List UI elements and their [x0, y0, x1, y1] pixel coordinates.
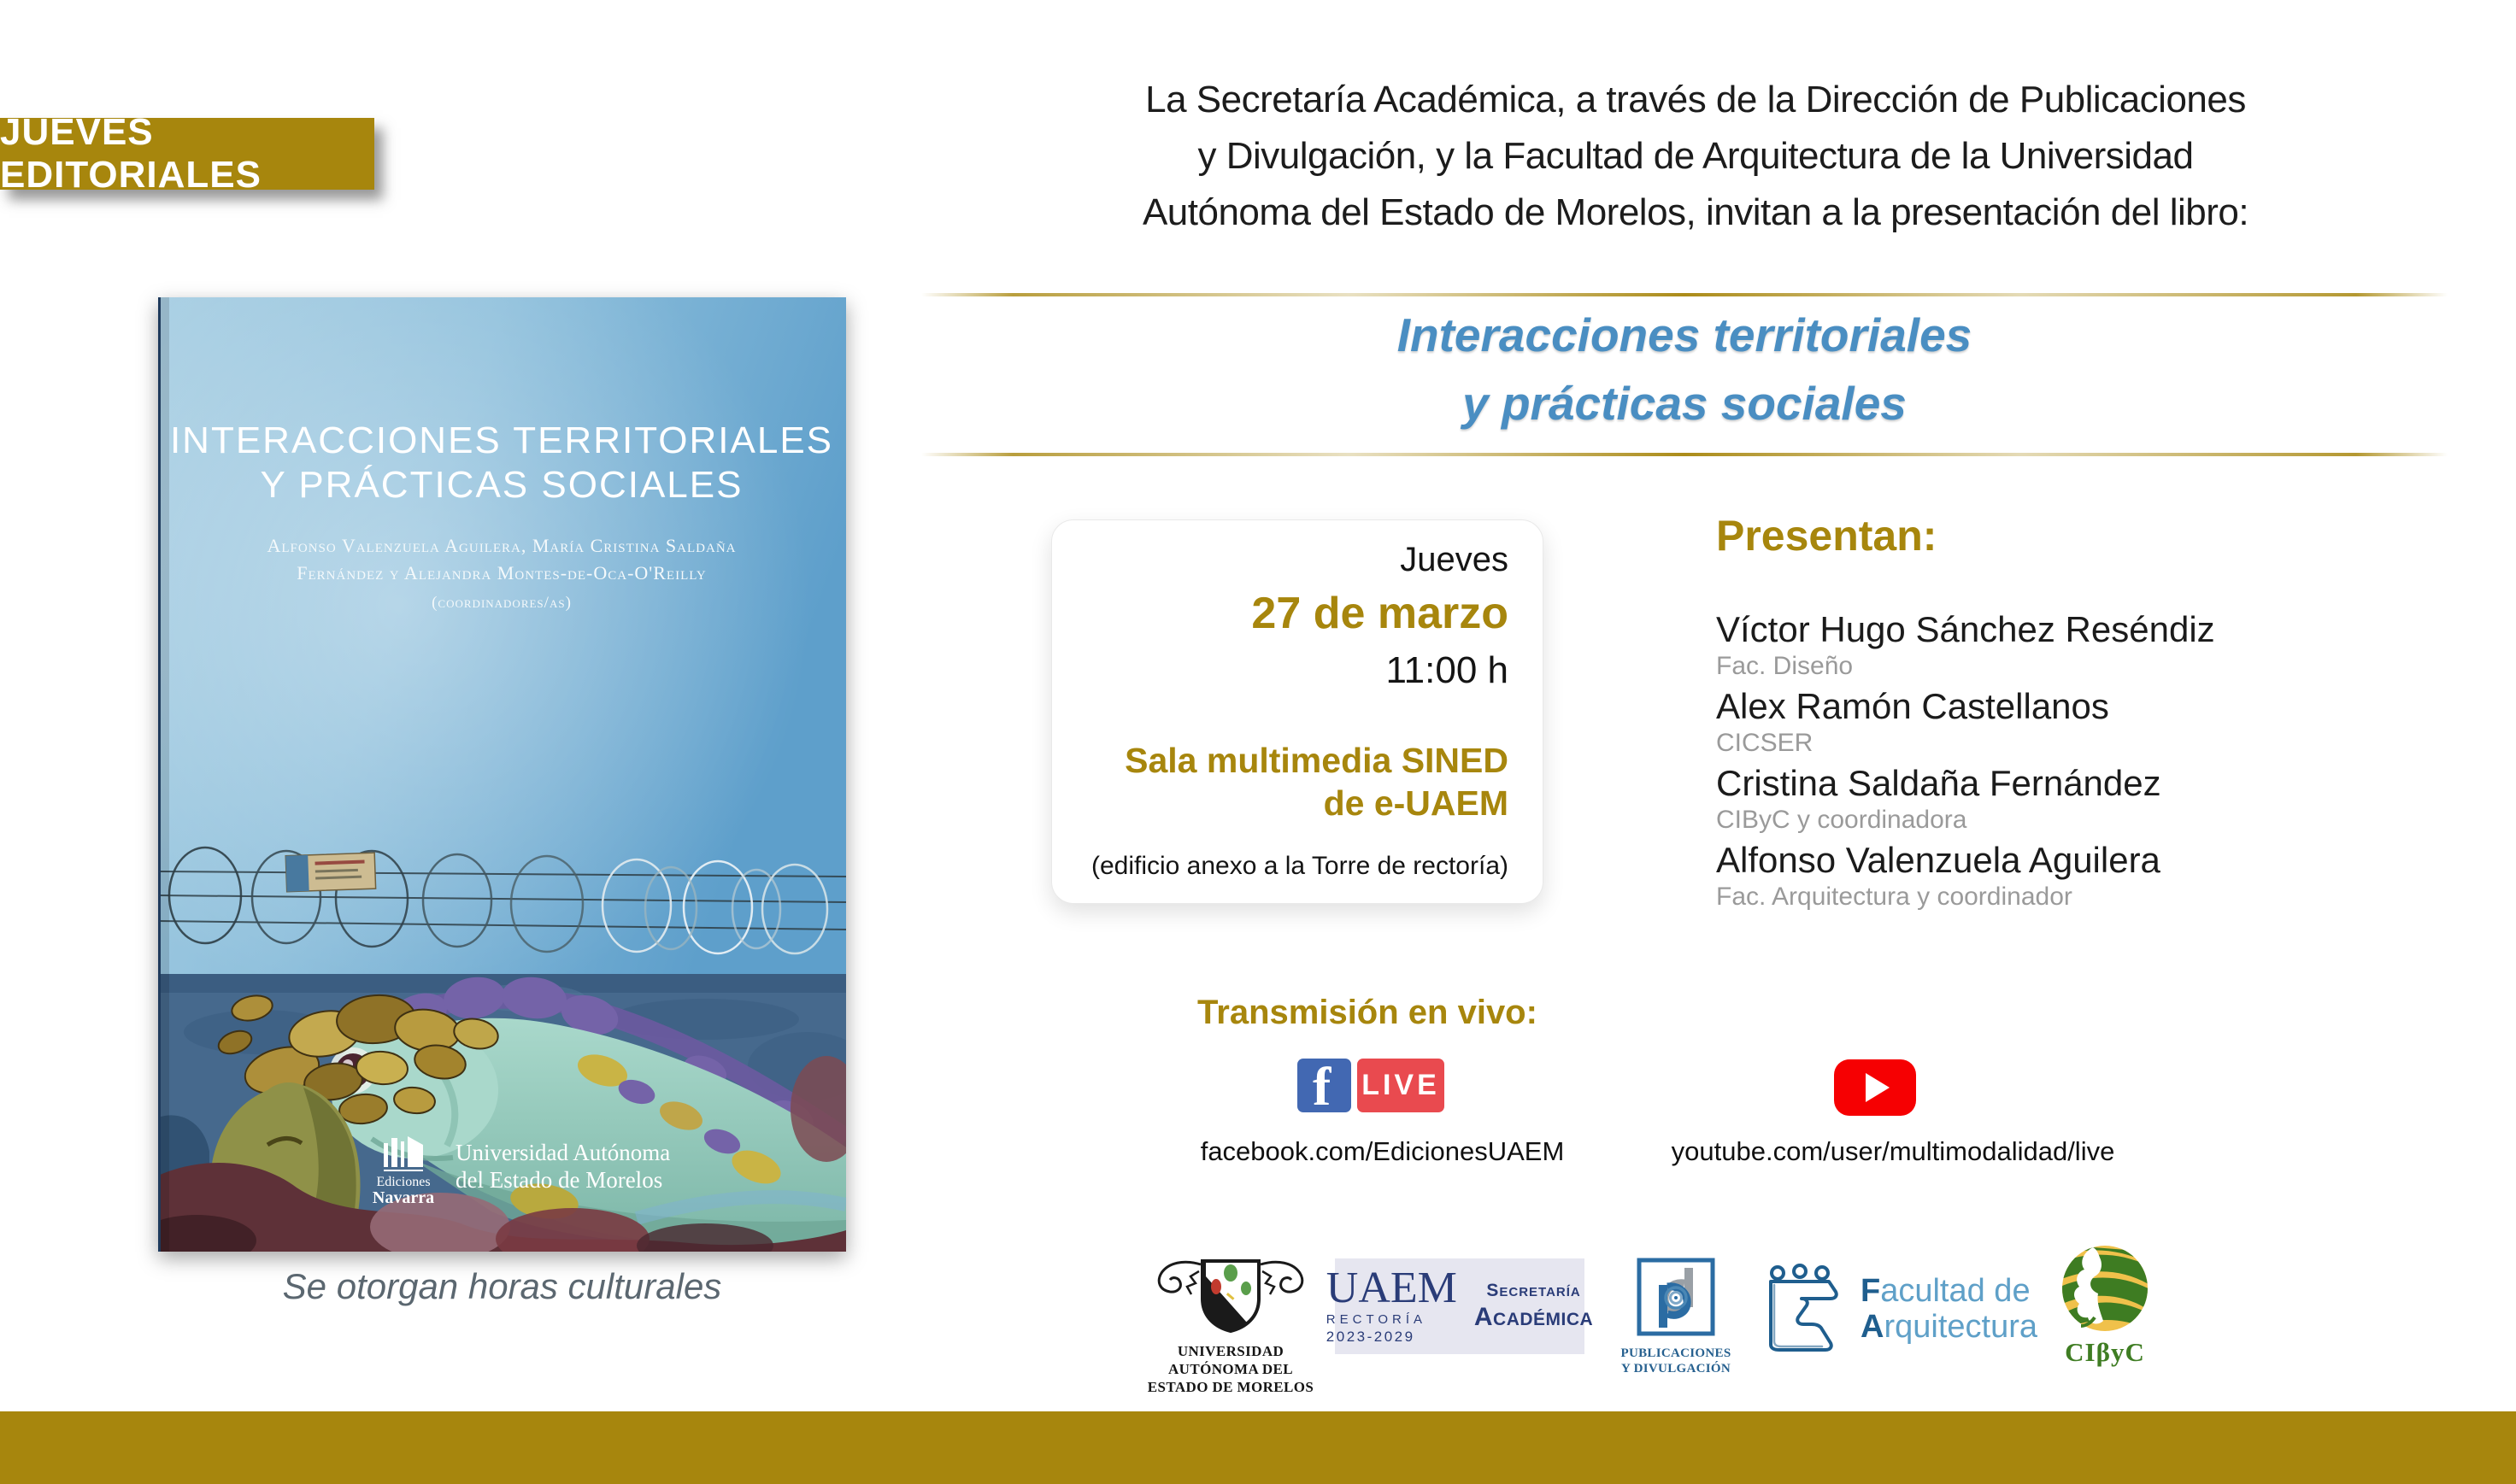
- presenters-heading: Presentan:: [1716, 512, 1937, 560]
- presenters-list: [1716, 608, 2383, 912]
- cibyc-logo: [2049, 1244, 2160, 1368]
- rectoria-period: 2023-2029: [1326, 1328, 1415, 1345]
- gold-divider-top: [921, 293, 2448, 296]
- cibyc-icon: [2057, 1244, 2153, 1333]
- presenter-item: [1716, 839, 2383, 912]
- event-venue-line1: Sala multimedia SINED: [1125, 741, 1508, 780]
- facebook-live-badge[interactable]: LIVE: [1357, 1059, 1444, 1112]
- uaem-crest-logo: [1145, 1254, 1316, 1396]
- cover-university-line2: del Estado de Morelos: [456, 1167, 663, 1193]
- presenter-item: [1716, 762, 2383, 836]
- cover-authors-line1: Alfonso Valenzuela Aguilera, María Cristina Saldaña: [267, 535, 737, 556]
- event-venue: [1078, 739, 1508, 824]
- stream-heading: Transmisión en vivo:: [1197, 994, 1537, 1031]
- cover-authors-line3: (coordinadores/as): [432, 594, 572, 612]
- presenters-section: [1716, 511, 2383, 916]
- event-time: 11:00 h: [1385, 649, 1508, 691]
- cover-title-line2: Y PRÁCTICAS SOCIALES: [260, 464, 744, 506]
- uaem-crest-icon: [1149, 1254, 1312, 1333]
- cover-title-line1: INTERACCIONES TERRITORIALES: [169, 419, 834, 461]
- uaem-rectoria-logo: [1326, 1258, 1594, 1354]
- cover-publisher-line1: Ediciones: [376, 1175, 431, 1189]
- book-cover-art: [158, 297, 846, 1252]
- cover-university-line1: Universidad Autónoma: [456, 1140, 671, 1165]
- rectoria-acronym: UAEM: [1326, 1263, 1457, 1312]
- presenter-name: Víctor Hugo Sánchez Reséndiz: [1716, 609, 2215, 649]
- presenter-affiliation: Fac. Diseño: [1716, 652, 1854, 680]
- footer-bar: [0, 1411, 2516, 1484]
- play-icon: [1866, 1073, 1890, 1102]
- presenter-affiliation: Fac. Arquitectura y coordinador: [1716, 883, 2072, 911]
- presenter-name: Alex Ramón Castellanos: [1716, 686, 2109, 726]
- wire-sign: [285, 853, 375, 892]
- intro-text: [969, 72, 2422, 241]
- badge-label: JUEVES EDITORIALES: [0, 111, 262, 196]
- book-title-line: Interacciones territoriales: [1396, 308, 1972, 361]
- publicaciones-logo: [1612, 1258, 1740, 1376]
- cover-caption: Se otorgan horas culturales: [282, 1266, 722, 1306]
- gold-divider-bottom: [921, 453, 2448, 456]
- rectoria-dept: RECTORÍA: [1326, 1311, 1427, 1327]
- uaem-crest-caption: UNIVERSIDAD AUTÓNOMA DEL ESTADO DE MORELOS: [1147, 1343, 1314, 1395]
- youtube-url[interactable]: youtube.com/user/multimodalidad/live: [1671, 1136, 2115, 1166]
- presenter-item: [1716, 685, 2383, 759]
- presenter-name: Cristina Saldaña Fernández: [1716, 763, 2161, 803]
- cover-authors-line2: Fernández y Alejandra Montes-de-Oca-O'Reilly: [297, 562, 707, 584]
- facebook-url[interactable]: facebook.com/EdicionesUAEM: [1200, 1136, 1565, 1166]
- event-day: Jueves: [1400, 541, 1508, 578]
- publicaciones-caption: PUBLICACIONES Y DIVULGACIÓN: [1620, 1346, 1731, 1375]
- intro-line: y Divulgación, y la Facultad de Arquitectura de la Universidad: [1197, 135, 2194, 177]
- cibyc-label: CIβyC: [2065, 1337, 2145, 1367]
- event-date: 27 de marzo: [1251, 589, 1508, 638]
- jueves-editoriales-badge: [0, 111, 374, 196]
- arquitectura-logo: [1759, 1263, 2037, 1355]
- publicaciones-icon: [1637, 1258, 1715, 1336]
- presenter-name: Alfonso Valenzuela Aguilera: [1716, 840, 2160, 880]
- book-cover: [158, 297, 846, 1252]
- presenter-affiliation: CIByC y coordinadora: [1716, 806, 1967, 834]
- event-venue-line2: de e-UAEM: [1323, 783, 1508, 823]
- cover-publisher-line2: Navarra: [372, 1188, 435, 1207]
- presenter-item: [1716, 608, 2383, 682]
- arquitectura-label: Facultad de Arquitectura: [1861, 1273, 2037, 1345]
- book-title: [921, 301, 2448, 437]
- event-note: (edificio anexo a la Torre de rectoría): [1090, 852, 1508, 880]
- intro-line: La Secretaría Académica, a través de la Dirección de Publicaciones: [1145, 79, 2246, 120]
- intro-line: Autónoma del Estado de Morelos, invitan a la presentación del libro:: [1142, 191, 2249, 233]
- book-title-line: y prácticas sociales: [1462, 377, 1907, 430]
- rectoria-office-line1: Secretaría: [1486, 1281, 1581, 1300]
- facebook-icon[interactable]: f: [1297, 1059, 1351, 1112]
- event-card: [1051, 519, 1543, 904]
- rectoria-office-line2: Académica: [1473, 1303, 1594, 1331]
- youtube-icon[interactable]: [1834, 1059, 1916, 1116]
- presenter-affiliation: CICSER: [1716, 729, 1814, 757]
- arquitectura-icon: [1759, 1263, 1849, 1355]
